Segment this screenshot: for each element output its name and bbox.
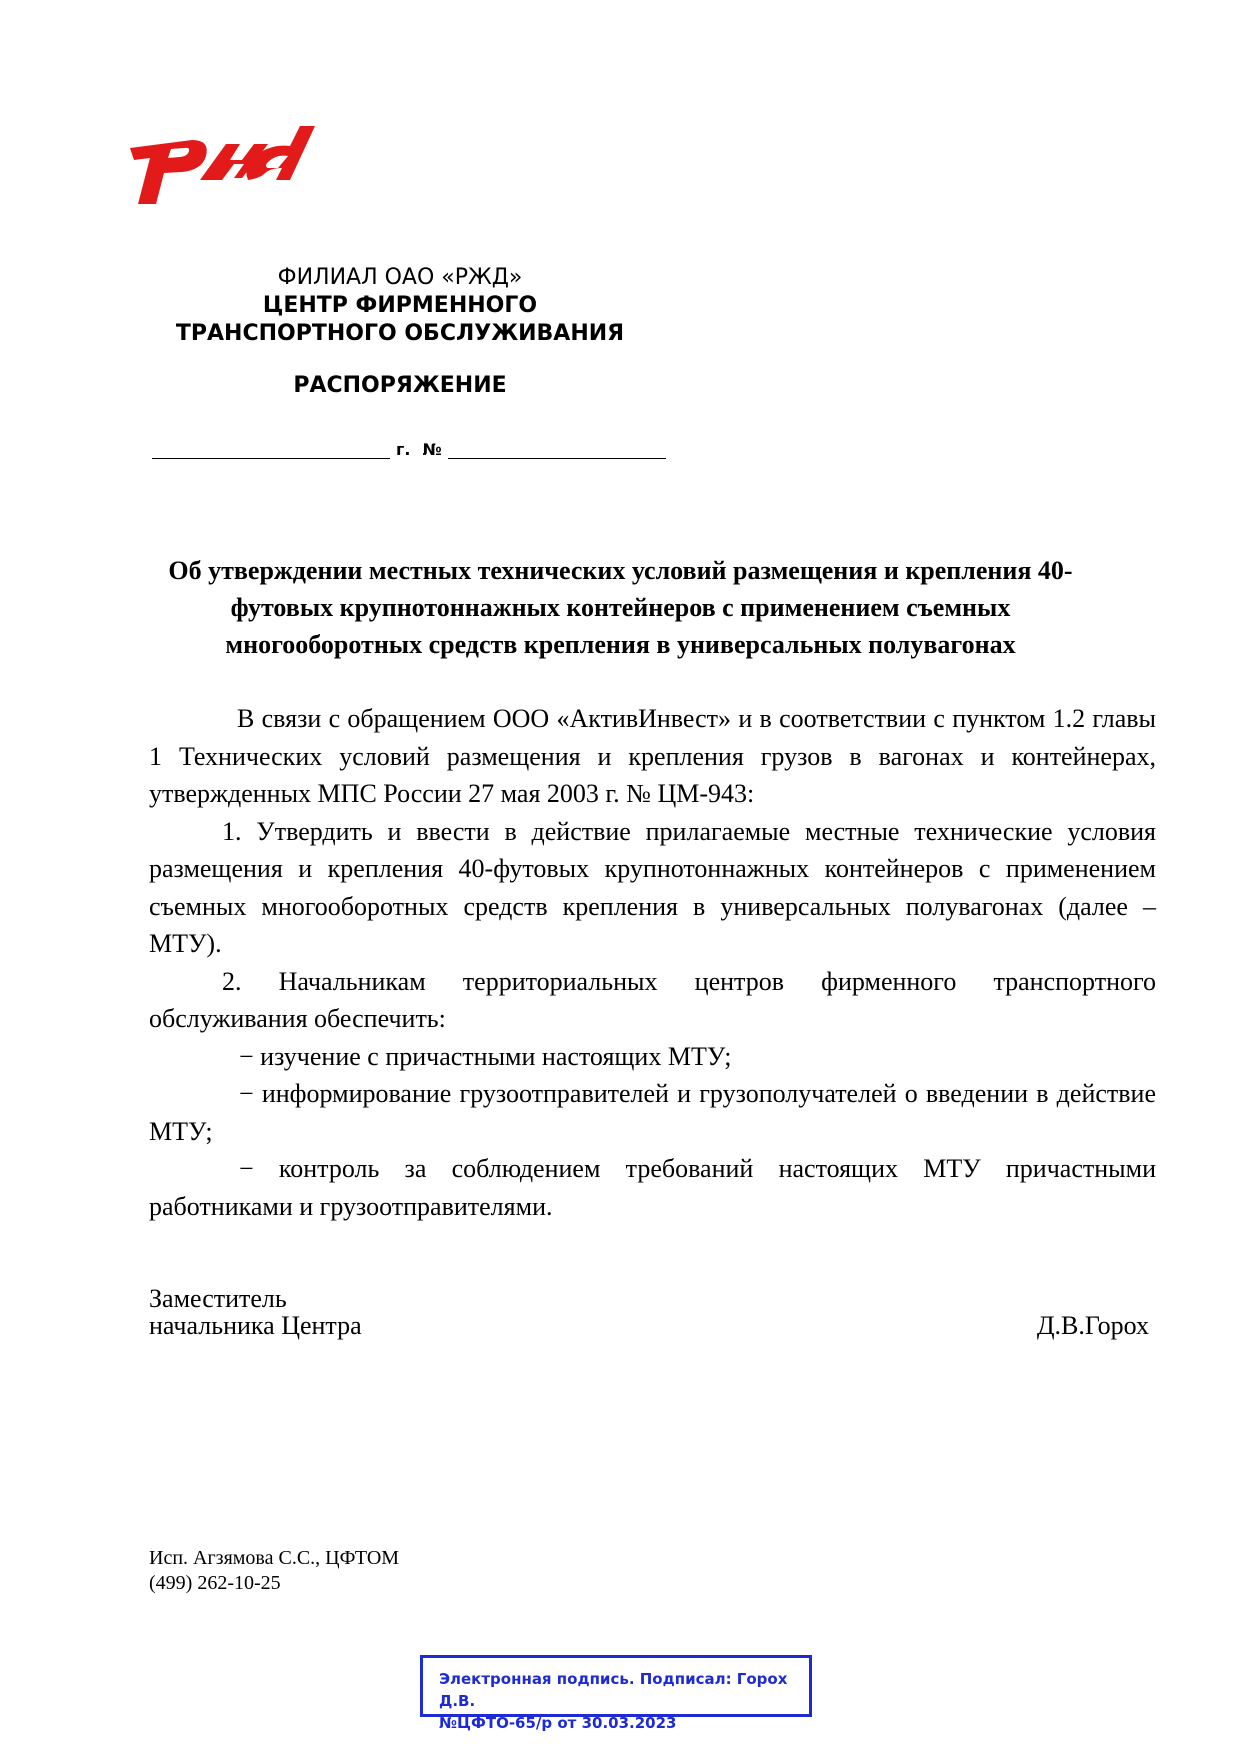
signature-block xyxy=(149,1285,1149,1339)
organization-header xyxy=(150,264,650,348)
stamp-line-1: Электронная подпись. Подписал: Горох Д.В. xyxy=(439,1670,788,1710)
item-1: 1. Утвердить и ввести в действие прилагаемые местные технические условия размещения и крепления 40-футовых крупнотоннажных контейнеров с применением съемных многооборотных средств крепления в универсальных полувагонах (далее – МТУ). xyxy=(149,816,1156,958)
dash-item-2: − информирование грузоотправителей и грузополучателей о введении в действие МТУ; xyxy=(149,1079,1156,1146)
signer-name: Д.В.Горох xyxy=(1036,1311,1149,1340)
rzd-logo xyxy=(130,118,315,206)
dash-item-3: − контроль за соблюдением требований настоящих МТУ причастными работниками и грузоотправителями. xyxy=(149,1154,1156,1221)
date-number-line xyxy=(152,440,666,459)
dash-item-1: − изучение с причастными настоящих МТУ; xyxy=(239,1041,732,1071)
center-name-line1: ЦЕНТР ФИРМЕННОГО xyxy=(262,293,538,318)
center-name-line2: ТРАНСПОРТНОГО ОБСЛУЖИВАНИЯ xyxy=(175,321,625,346)
number-blank xyxy=(448,440,666,459)
intro-paragraph: В связи с обращением ООО «АктивИнвест» и в соответствии с пунктом 1.2 главы 1 Технических условий размещения и крепления грузов в вагонах и контейнерах, утвержденных МПС России 27 мая 2003 г. № ЦМ-943: xyxy=(149,704,1156,808)
document-title: Об утверждении местных технических условий размещения и крепления 40-футовых крупнотоннажных контейнеров с применением съемных многооборотных средств крепления в универсальных полувагонах xyxy=(168,556,1073,659)
executor-name: Исп. Агзямова С.С., ЦФТОМ xyxy=(149,1547,400,1569)
date-blank xyxy=(152,440,390,459)
document-body xyxy=(149,700,1156,1225)
executor-phone: (499) 262-10-25 xyxy=(149,1572,281,1594)
number-label: № xyxy=(422,440,442,459)
item-2: 2. Начальникам территориальных центров фирменного транспортного обслуживания обеспечить: xyxy=(149,966,1156,1033)
executor-info xyxy=(149,1546,399,1596)
electronic-signature-stamp xyxy=(420,1655,812,1732)
branch-name: ФИЛИАЛ ОАО «РЖД» xyxy=(277,265,523,290)
date-suffix: г. xyxy=(396,440,411,459)
signer-position-line1: Заместитель xyxy=(149,1284,287,1313)
stamp-line-2: №ЦФТО-65/р от 30.03.2023 xyxy=(439,1714,677,1732)
document-type: РАСПОРЯЖЕНИЕ xyxy=(293,373,507,398)
signer-position-line2: начальника Центра xyxy=(149,1311,362,1340)
